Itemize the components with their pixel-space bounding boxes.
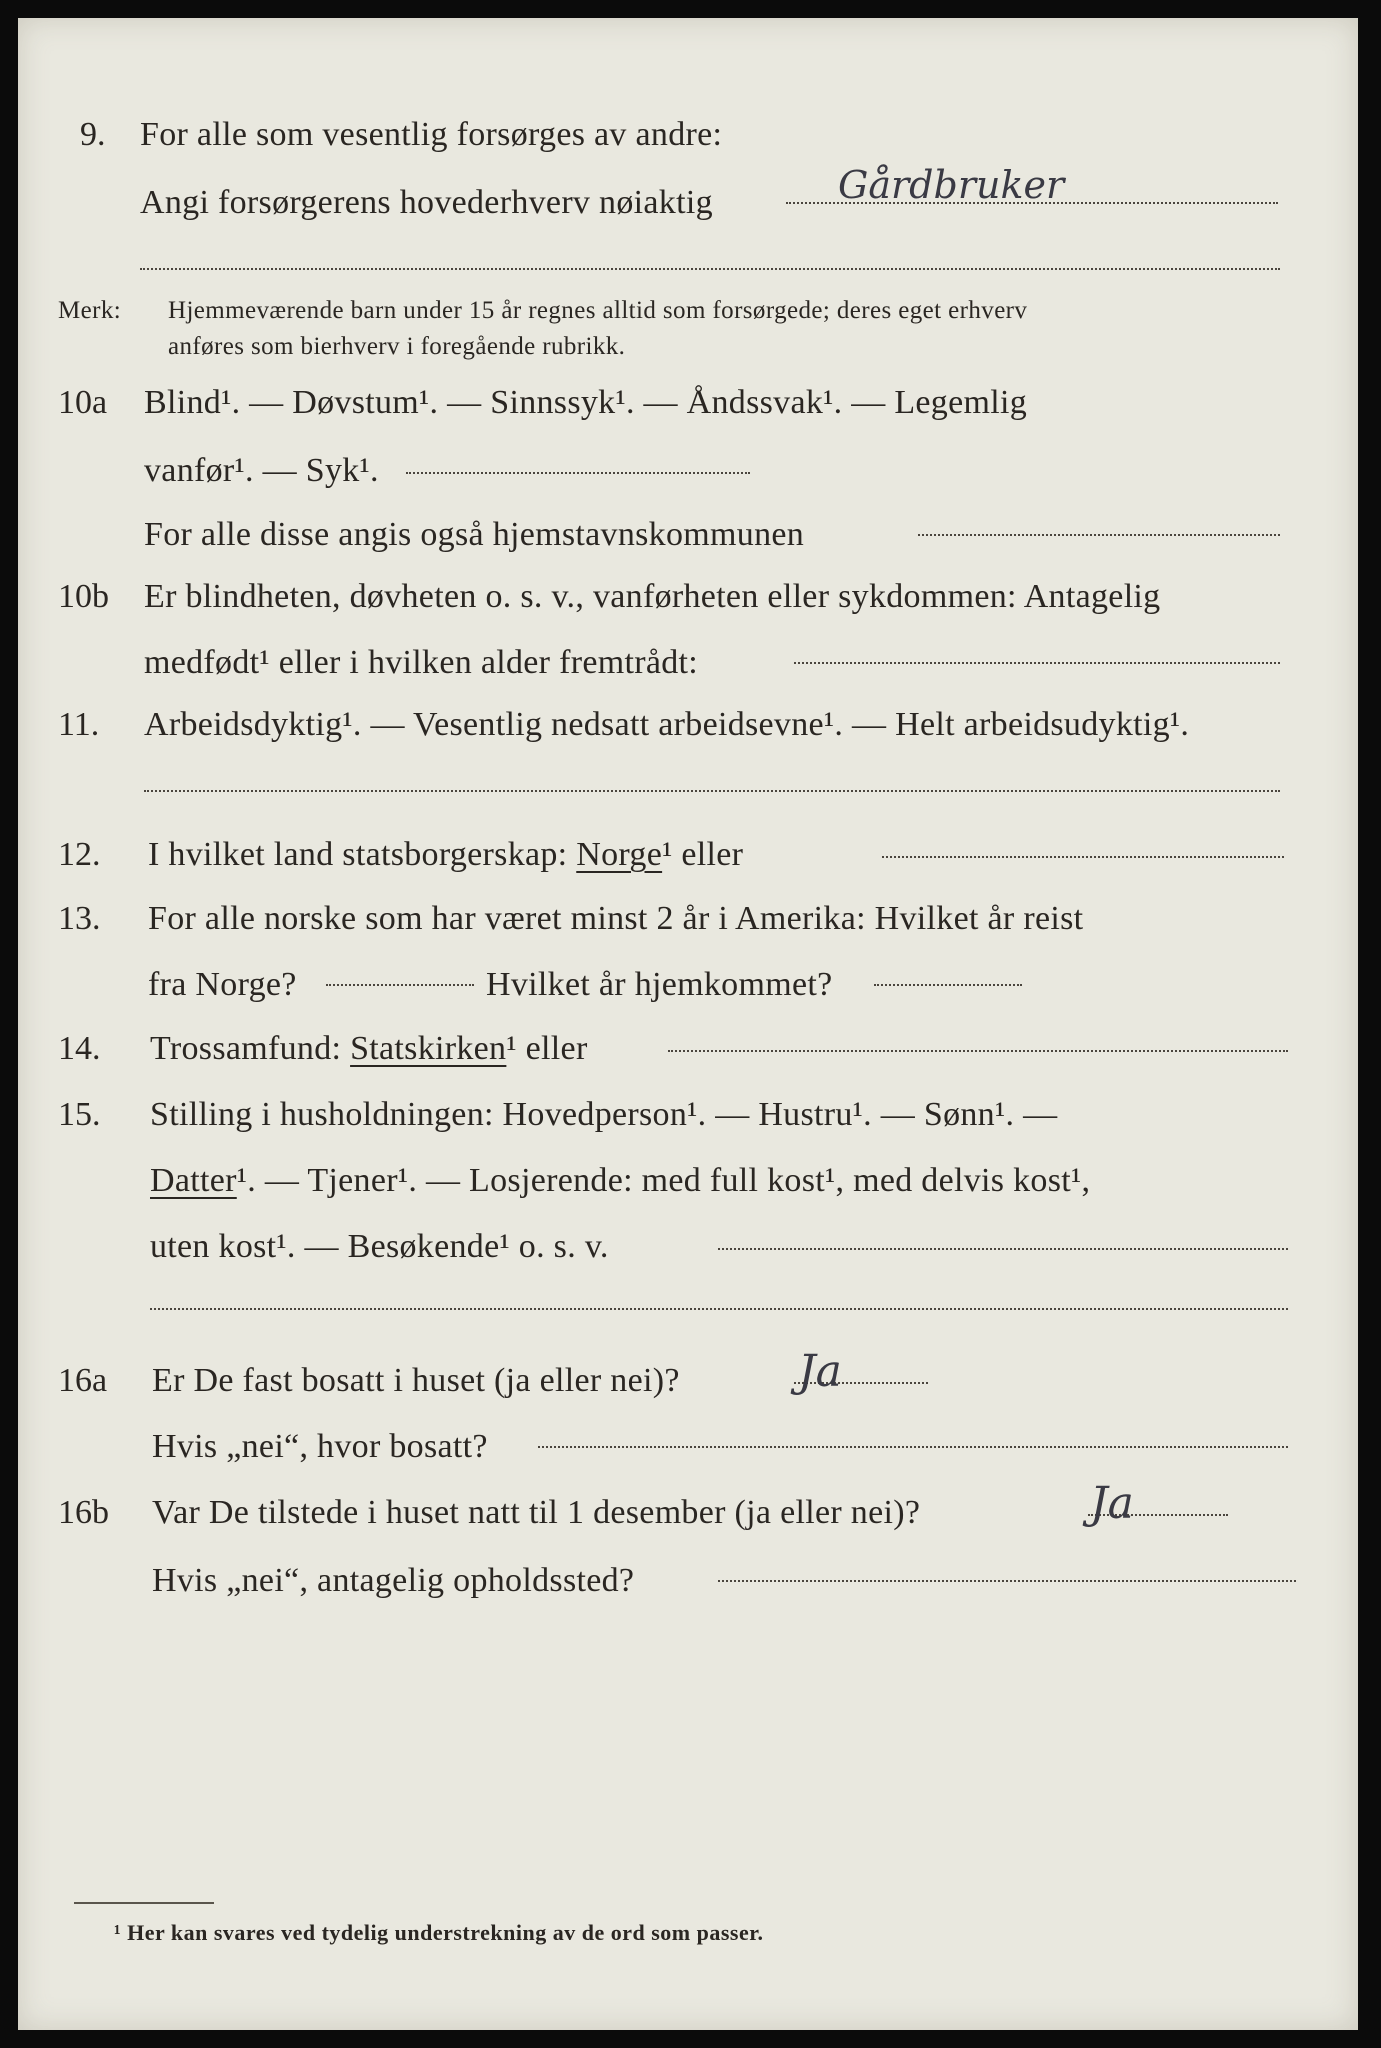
q9-answer[interactable]: Gårdbruker [838,163,1065,207]
q14-prefix: Trossamfund: [150,1030,342,1067]
q14-text [150,1032,588,1066]
q16a-residence-line [538,1446,1288,1448]
q10b-answer-line [794,662,1280,664]
q13-return-line [874,984,1022,986]
q10a-line1: Blind¹. — Døvstum¹. — Sinnssyk¹. — Åndssvak¹. — Legemlig [144,384,1028,421]
q16a-number: 16a [58,1362,108,1399]
q10a-sick-line [406,472,750,474]
q16b-answer[interactable]: Ja [1090,1478,1134,1529]
merk-label: Merk: [58,297,122,324]
q13-line1: For alle norske som har været minst 2 år i Amerika: Hvilket år reist [148,900,1084,937]
q13-departure-line [326,984,474,986]
footnote [114,1920,763,1946]
q9-line1: For alle som vesentlig forsørges av andre: [140,116,723,153]
q16a-answer[interactable]: Ja [798,1346,842,1397]
q9-number: 9. [80,116,106,153]
q12-number: 12. [58,836,101,873]
footnote-mark: ¹ [114,1920,122,1945]
q12-other-line [882,856,1284,858]
q10b-number: 10b [58,578,109,615]
q16a-line1: Er De fast bosatt i huset (ja eller nei)? [152,1362,680,1399]
q15-line2 [150,1164,1090,1198]
merk-line1: Hjemmeværende barn under 15 år regnes alltid som forsørgede; deres eget erhverv [168,297,1028,324]
q9-line2: Angi forsørgerens hovederhverv nøiaktig [140,184,713,221]
q15-extra-line [150,1308,1288,1310]
q14-answer-statskirken[interactable]: Statskirken [350,1030,507,1067]
q15-line3: uten kost¹. — Besøkende¹ o. s. v. [150,1228,609,1265]
q12-text [148,838,743,872]
q10b-line1: Er blindheten, døvheten o. s. v., vanførheten eller sykdommen: Antagelig [144,578,1161,615]
q15-line2-rest: ¹. — Tjener¹. — Losjerende: med full kost¹, med delvis kost¹, [236,1162,1091,1199]
q10a-home-municipality-line [918,534,1280,536]
footnote-text: Her kan svares ved tydelig understrekning av de ord som passer. [127,1920,764,1945]
q15-answer-line [718,1248,1288,1250]
q16b-line1: Var De tilstede i huset natt til 1 desember (ja eller nei)? [152,1494,921,1531]
q15-number: 15. [58,1096,101,1133]
q16a-line2: Hvis „nei“, hvor bosatt? [152,1428,488,1465]
footnote-rule [74,1902,214,1904]
q16b-line2: Hvis „nei“, antagelig opholdssted? [152,1562,635,1599]
q14-number: 14. [58,1030,101,1067]
q10b-line2: medfødt¹ eller i hvilken alder fremtrådt: [144,644,699,681]
q16b-location-line [718,1580,1296,1582]
q14-suffix: ¹ eller [506,1030,588,1067]
q12-prefix: I hvilket land statsborgerskap: [148,836,568,873]
q15-answer-datter[interactable]: Datter [150,1162,237,1199]
q16b-number: 16b [58,1494,109,1531]
census-form-page [18,18,1358,2030]
q13-number: 13. [58,900,101,937]
q10a-number: 10a [58,384,108,421]
q11-answer-line [144,790,1280,792]
q13-line2b: Hvilket år hjemkommet? [486,966,833,1003]
q12-answer-norge[interactable]: Norge [576,836,663,873]
q14-other-line [668,1050,1288,1052]
q9-extra-line [140,268,1280,270]
q15-line1: Stilling i husholdningen: Hovedperson¹. — Hustru¹. — Sønn¹. — [150,1096,1058,1133]
merk-line2: anføres som bierhverv i foregående rubrikk. [168,333,626,360]
q12-suffix: ¹ eller [662,836,744,873]
q10a-line3: For alle disse angis også hjemstavnskommunen [144,516,805,553]
q10a-line2: vanfør¹. — Syk¹. [144,452,379,489]
q11-number: 11. [58,706,100,743]
q11-line1: Arbeidsdyktig¹. — Vesentlig nedsatt arbeidsevne¹. — Helt arbeidsudyktig¹. [144,706,1190,743]
q13-line2a: fra Norge? [148,966,297,1003]
